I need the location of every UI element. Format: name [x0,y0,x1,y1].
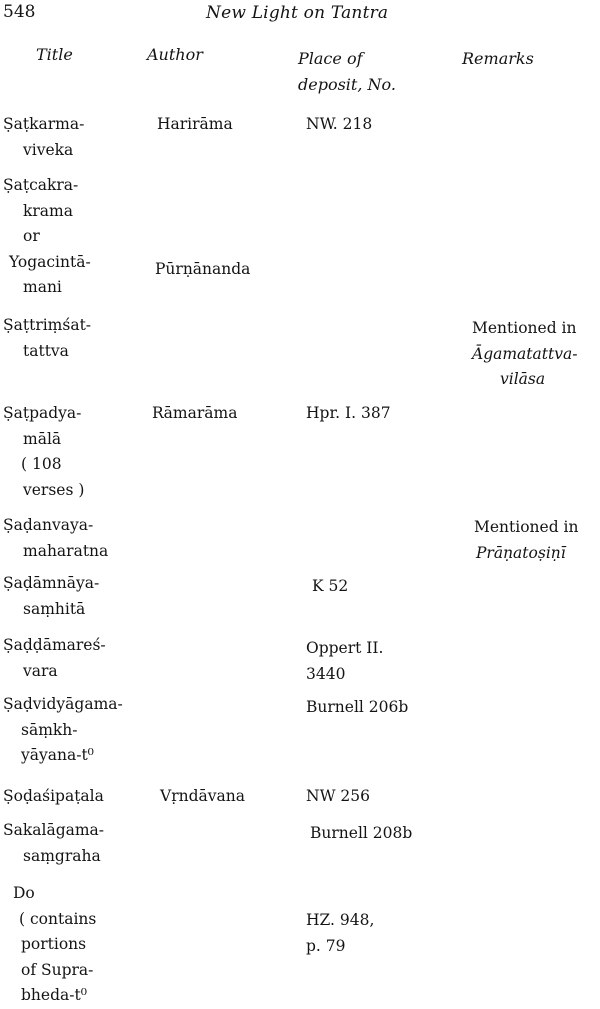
title-cell [3,173,91,301]
deposit-cell [306,908,374,959]
title-line: bheda-t⁰ [21,986,87,1004]
title-line: Ṣaṭkarma- [3,115,85,133]
title-cell [3,881,96,1009]
running-title: New Light on Tantra [206,3,389,23]
deposit-cell [306,636,383,687]
remarks-line: Mentioned in [472,319,577,337]
title-line: or [23,227,40,245]
title-line: tattva [23,341,69,360]
title-line: of Supra- [21,960,94,979]
deposit-cell: NW 256 [306,787,371,805]
title-cell [3,513,108,564]
remarks-line: vilāsa [500,370,546,388]
title-line: viveka [23,140,74,159]
remarks-line: Āgamatattva- [472,344,578,363]
title-line: maharatna [23,541,109,560]
column-header-title: Title [36,45,73,64]
title-line: saṃgraha [23,846,101,865]
title-line: verses ) [23,480,85,499]
deposit-line: 3440 [306,664,346,683]
author-cell: Harirāma [157,115,233,133]
title-line: Ṣoḍaśipaṭala [3,787,104,805]
title-line: vara [23,661,58,680]
title-line: krama [23,201,73,220]
title-line: Ṣaḍāmnāya- [3,574,100,592]
title-line: Ṣaṭpadya- [3,404,82,422]
deposit-cell: NW. 218 [306,115,373,133]
deposit-cell: Burnell 206b [306,698,409,716]
title-line: Ṣaḍvidyāgama- [3,695,123,713]
remarks-line: Prāṇatoṣiṇī [476,543,566,562]
title-line: Ṣaḍḍāmareś- [3,636,106,654]
remarks-line: Mentioned in [474,518,579,536]
title-cell [3,571,99,622]
column-header-deposit-line1: Place of [298,49,363,68]
title-line: Yogacintā- [9,252,91,271]
title-line: sāṃkh- [21,720,78,739]
author-cell: Pūrṇānanda [155,260,251,278]
deposit-line: p. 79 [306,936,346,955]
title-line: mālā [23,429,62,448]
title-cell [3,692,123,769]
title-line: saṃhitā [23,599,86,618]
title-cell [3,633,106,684]
remarks-cell [474,515,579,566]
deposit-cell: Burnell 208b [310,824,413,842]
column-header-remarks: Remarks [462,49,534,68]
deposit-cell: Hpr. I. 387 [306,404,391,422]
title-line: ( 108 [21,455,62,473]
title-line: ( contains [19,909,97,928]
column-header-deposit-line2: deposit, No. [298,75,396,94]
deposit-cell: K 52 [312,577,349,595]
remarks-cell [472,316,577,393]
title-line: Ṣaṭcakra- [3,176,79,194]
page-number: 548 [3,2,36,22]
author-cell: Rāmarāma [152,404,238,422]
author-cell: Vṛndāvana [160,787,245,805]
title-line: portions [21,935,87,953]
deposit-line: Oppert II. [306,639,384,657]
title-line: Ṣaṭtriṃśat- [3,316,92,334]
column-header-author: Author [147,45,203,64]
title-cell [3,112,84,163]
title-line: Ṣaḍanvaya- [3,516,94,534]
title-cell [3,313,91,364]
title-cell [3,818,104,869]
title-line: mani [23,278,62,296]
title-line: Do [13,884,35,902]
column-header-deposit [298,46,396,98]
title-cell [3,401,84,503]
title-cell [3,784,104,810]
title-line: Sakalāgama- [3,821,105,839]
deposit-line: HZ. 948, [306,911,375,929]
title-line: yāyana-t⁰ [21,746,94,764]
